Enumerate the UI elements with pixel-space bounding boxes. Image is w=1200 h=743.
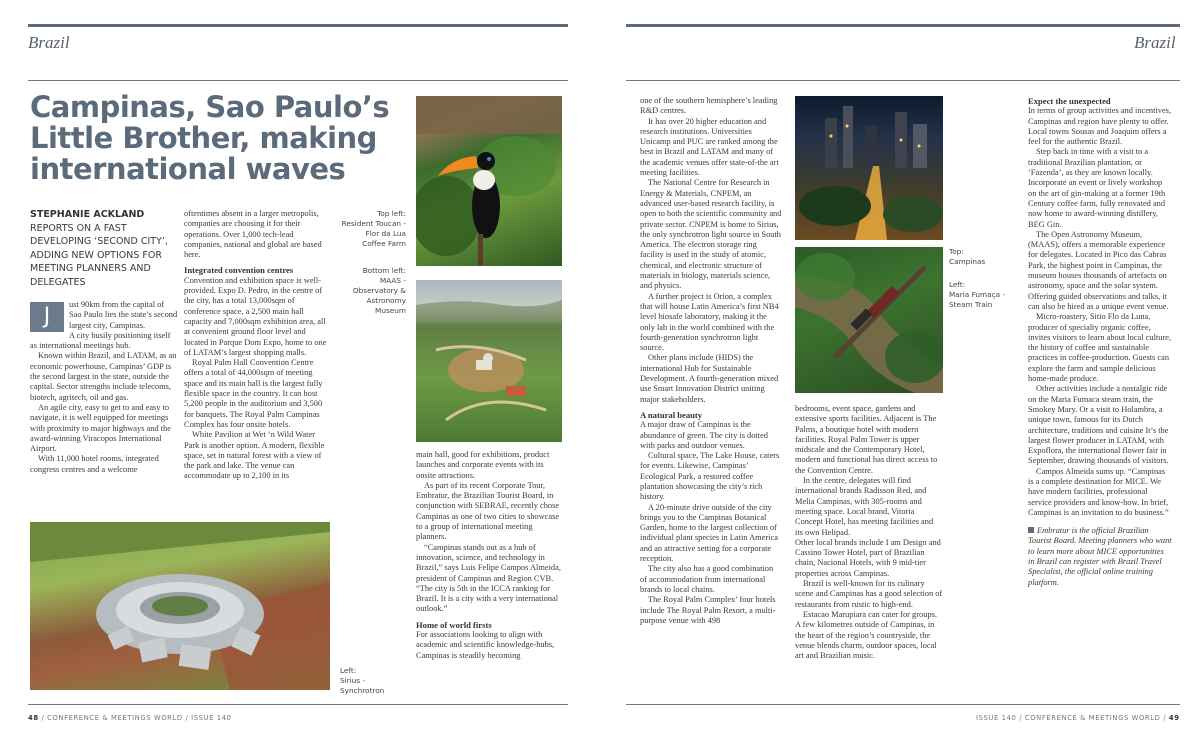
paragraph: Campos Almeida sums up. “Campinas is a complete destination for MICE. We have modern facilities, professional service providers and know-how. In brief, Campinas is an invitation to do business.” <box>1028 466 1169 517</box>
header-subrule-right <box>626 80 1180 81</box>
paragraph: A major draw of Campinas is the abundance of green. The city is dotted with parks and outdoor venues. <box>640 420 768 450</box>
footer-sep: / <box>1019 714 1025 722</box>
campinas-city-photo <box>795 96 943 240</box>
article-deck: REPORTS ON A FAST DEVELOPING ‘SECOND CITY’, ADDING NEW OPTIONS FOR MEETING PLANNERS AND DELEGATES <box>30 223 168 288</box>
paragraph: Convention and exhibition space is well-provided. Expo D. Pedro, in the centre of the city, has a total 13,000sqm of conference space, a 2,500 main hall capacity and 7,000sqm exhibition area, all at convenient ground floor level and located in Parque Dom Expo, home to one of LATAM’s largest shopping malls. <box>184 275 327 357</box>
paragraph: A 20-minute drive outside of the city brings you to the Campinas Botanical Garden, home to the largest collection of individual plant species in Latin America and an attractive setting for a corporate reception. <box>640 502 778 564</box>
synchrotron-illustration <box>30 522 330 690</box>
subheading: A natural beauty <box>640 409 703 420</box>
caption-label: Left: <box>340 666 357 675</box>
caption-text: Maria Fumaça - Steam Train <box>949 290 1006 309</box>
paragraph: Step back in time with a visit to a traditional Brazilian plantation, or ‘Fazenda’, as they are known locally. Incorporate an event or lively workshop on the art of gin-making at a former 19th Century coffee farm, fully renovated and now home to award-winning distillery, BEG Gin. <box>1028 147 1166 229</box>
caption-bottom-left <box>340 266 406 316</box>
paragraph: For associations looking to align with academic and scientific knowledge-hubs, Campinas is steadily becoming <box>416 630 555 660</box>
section-label-right: Brazil <box>1134 33 1176 52</box>
paragraph: Known within Brazil, and LATAM, as an economic powerhouse, Campinas’ GDP is the second largest in the state, outside the capital. Sector strengths include telecoms, biotech, agritech, oil and gas. <box>30 351 177 402</box>
paragraph: main hall, good for exhibitions, product launches and corporate events with its onsite attractions. <box>416 450 550 480</box>
paragraph: The Royal Palm Complex’ four hotels include The Royal Palm Resort, a multi-purpose venue with 498 <box>640 595 776 625</box>
paragraph: Royal Palm Hall Convention Centre offers a total of 44,000sqm of meeting space and its main hall is the largest fully flexible space in the country. It can host 5,200 people in the auditorium and 3,500 for banquets. The Royal Palm Campinas Complex has four onsite hotels. <box>184 358 323 429</box>
caption-text: Sirius - Synchrotron <box>340 676 385 695</box>
paragraph: The Open Astronomy Museum, (MAAS), offers a memorable experience for delegates. Located in Pico das Cabras Park, the highest point in Campinas, the museum houses thousands of artefacts on astronomy, space and the solar system. Offering guided observations and talks, it can also be hired as a unique event venue. <box>1028 229 1169 311</box>
paragraph: Estacao Marupiara can cater for groups. A few kilometres outside of Campinas, in the heart of the region’s countryside, the venue blends charm, outdoor spaces, local art and Brazilian music. <box>795 609 937 661</box>
subheading: Integrated convention centres <box>184 265 294 276</box>
column-3 <box>416 450 564 661</box>
paragraph: The National Centre for Research in Energy & Materials, CNPEM, an advanced user-based research facility, is open to both the scientific community and private sector. CNPEM is home to Sirius, the only synchrotron light source in South America. The electron storage ring facility is used in the study of atomic, chemical, and electronic structure of materials in biology, materials science, and physics. <box>640 178 782 291</box>
city-illustration <box>795 96 943 240</box>
caption-text: Campinas <box>949 257 986 266</box>
sirius-synchrotron-photo <box>30 522 330 690</box>
dropcap: J <box>30 302 64 332</box>
paragraph: oftentimes absent in a larger metropolis, companies are choosing it for their operations. Over 1,000 tech-lead companies, national and global are based here. <box>184 209 322 260</box>
paragraph: Other local brands include I am Design and Cassino Tower Hotel, part of Brazilian chain, Nacional Hotels, with 9 mid-tier properties across Campinas. <box>795 537 941 578</box>
paragraph: A city busily positioning itself as international meetings hub. <box>30 330 171 351</box>
column-2 <box>184 209 330 482</box>
toucan-photo <box>416 96 562 266</box>
caption-right-left <box>949 280 1019 310</box>
paragraph: It has over 20 higher education and research institutions. Universities Unicamp and PUC are ranked among the best in Brazil and LATAM and many of the academic venues offer state-of-the art meeting facilities. <box>640 116 779 178</box>
footer-sep: / <box>1163 714 1169 722</box>
train-illustration <box>795 247 943 393</box>
column-5 <box>795 404 943 661</box>
toucan-illustration <box>416 96 562 266</box>
end-square-icon <box>1028 527 1034 533</box>
endnote <box>1028 526 1172 588</box>
paragraph: Other plans include (HIDS) the international Hub for Sustainable Development. A fourth-generation mixed use Smart Innovation District uniting major stakeholders. <box>640 353 779 404</box>
paragraph: Micro-roastery, Sitio Flo da Luna, producer of specialty organic coffee, invites visitors to learn about local culture, the history of coffee and sustainable practices in coffee-production. Guests can explore the farm and sample delicious home-made produce. <box>1028 312 1172 384</box>
subheading: Home of world firsts <box>416 619 492 630</box>
endnote-text: Embratur is the official Brazilian Tourist Board. Meeting planners who want to learn more about MICE opportunities in Brazil can register with Brazil Travel Specialist, the official online training platform. <box>1028 526 1172 587</box>
page-number-left: 48 <box>28 714 39 722</box>
caption-label: Bottom left: <box>362 266 406 275</box>
observatory-illustration <box>416 280 562 442</box>
article-headline: Campinas, Sao Paulo’s Little Brother, making international waves <box>30 90 390 186</box>
column-1 <box>30 300 178 475</box>
section-label-left: Brazil <box>28 33 70 52</box>
footer-rule-left <box>28 704 568 705</box>
page-number-right: 49 <box>1168 714 1180 722</box>
paragraph: bedrooms, event space, gardens and extensive sports facilities. Adjacent is The Palms, a boutique hotel with modern facilities. Royal Palm Tower is upper midscale and the Contemporary Hotel, modern and functional has direct access to the Convention Centre. <box>795 404 938 475</box>
paragraph: White Pavilion at Wet ‘n Wild Water Park is another option. A modern, flexible space, set in natural forest with a view of the park and lake. The venue can accommodate up to 2,100 in its <box>184 430 325 481</box>
caption-text: Resident Toucan - Flor da Lua Coffee Farm <box>341 219 406 248</box>
paragraph: In terms of group activities and incentives, Campinas and region have plenty to offer. Local towns Sousas and Joaquim offers a feel for the authentic Brazil. <box>1028 106 1172 147</box>
header-subrule-left <box>28 80 568 81</box>
paragraph: ust 90km from the capital of Sao Paulo lies the state’s second largest city, Campinas. <box>69 300 178 330</box>
paragraph: A further project is Orion, a complex that will house Latin America’s first NB4 level biosafe laboratory, making it the only lab in the world combined with the fourth-generation synchrotron light source. <box>640 291 779 353</box>
footer-sep: / <box>41 714 48 722</box>
footer-magazine-right: CONFERENCE & MEETINGS WORLD <box>1024 714 1161 722</box>
footer-sep: / <box>185 714 192 722</box>
caption-top-left <box>340 209 406 249</box>
footer-issue-left: ISSUE 140 <box>191 714 232 722</box>
header-rule-left <box>28 24 568 27</box>
paragraph: “Campinas stands out as a hub of innovation, science, and technology in Brazil,” says Luis Felipe Campos Almeida, president of Campinas and Region CVB. “The city is 5th in the ICCA ranking for Brazil. It is a city with a very international outlook.” <box>416 542 561 614</box>
footer-magazine-left: CONFERENCE & MEETINGS WORLD <box>47 714 183 722</box>
footer-rule-right <box>626 704 1180 705</box>
caption-left <box>340 666 410 696</box>
paragraph: An agile city, easy to get to and easy to navigate, it is well equipped for meetings with proximity to major highways and the award-winning Viracopos International Airport. <box>30 402 171 454</box>
footer-issue-right: ISSUE 140 <box>976 714 1017 722</box>
paragraph: Brazil is well-known for its culinary scene and Campinas has a good selection of restaurants from rustic to high-end. <box>795 579 943 609</box>
paragraph: In the centre, delegates will find international brands Radisson Red, and Melia Campinas, with 305-rooms and meeting space. Local brand, Vitoria Concept Hotel, has meeting facilities and its own Helipad. <box>795 476 934 537</box>
paragraph: Cultural space, The Lake House, caters for events. Likewise, Campinas’ Ecological Park, a restored coffee plantation showcasing the city’s rich history. <box>640 451 780 502</box>
footer-left <box>28 714 232 722</box>
author-byline: STEPHANIE ACKLAND <box>30 209 145 220</box>
paragraph: With 11,000 hotel rooms, integrated congress centres and a welcome <box>30 454 159 474</box>
footer-right <box>976 714 1180 722</box>
caption-label: Top left: <box>377 209 406 218</box>
caption-label: Left: <box>949 280 966 289</box>
caption-label: Top: <box>949 247 964 256</box>
steam-train-photo <box>795 247 943 393</box>
column-4 <box>640 96 782 626</box>
paragraph: As part of its recent Corporate Tour, Embratur, the Brazilian Tourist Board, in conjunction with SEBRAE, recently chose Campinas as one of two cities to showcase to a group of international meeting planners. <box>416 480 560 542</box>
paragraph: one of the southern hemisphere’s leading R&D centres. <box>640 96 778 116</box>
observatory-photo <box>416 280 562 442</box>
header-rule-right <box>626 24 1180 27</box>
subheading: Expect the unexpected <box>1028 96 1111 106</box>
column-6 <box>1028 96 1172 588</box>
caption-top-right <box>949 247 1019 267</box>
caption-text: MAAS - Observatory & Astronomy Museum <box>352 276 406 315</box>
paragraph: The city also has a good combination of accommodation from international brands to local chains. <box>640 564 774 594</box>
paragraph: Other activities include a nostalgic ride on the Maria Fumaca steam train, the Smokey Mary. Or a visit to Holambra, a unique town, famous for its Dutch architecture, traditions and cuisine It’s the largest flower producer in LATAM, with Expoflora, the international flower fair in September, drawing thousands of visitors. <box>1028 384 1169 466</box>
